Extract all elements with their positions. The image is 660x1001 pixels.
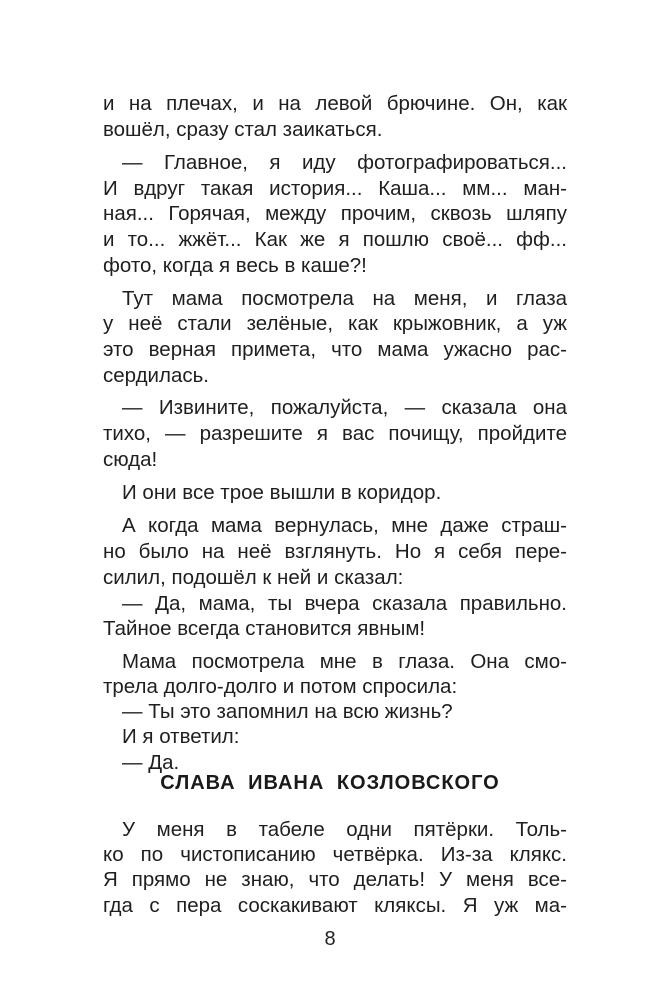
- text-line: Тут мама посмотрела на меня, и глаза: [122, 287, 567, 310]
- text-line: сюда!: [103, 448, 158, 471]
- text-line: — Да, мама, ты вчера сказала правильно.: [122, 592, 567, 615]
- text-line: трела долго-долго и потом спросила:: [103, 675, 458, 698]
- text-line: И вдруг такая история... Каша... мм... ман-: [103, 177, 567, 200]
- text-line: У меня в табеле одни пятёрки. Толь-: [122, 818, 567, 841]
- text-line: Я прямо не знаю, что делать! У меня все-: [103, 868, 567, 891]
- text-line: ко по чистописанию четвёрка. Из-за клякс.: [103, 843, 567, 866]
- text-line: гда с пера соскакивают кляксы. Я уж ма-: [103, 894, 567, 917]
- text-line: сердилась.: [103, 364, 209, 387]
- text-line: у неё стали зелёные, как крыжовник, а уж: [103, 312, 567, 335]
- text-line: Тайное всегда становится явным!: [103, 617, 426, 640]
- text-line: ная... Горячая, между прочим, сквозь шляпу: [103, 202, 567, 225]
- text-line: и то... жжёт... Как же я пошлю своё... фф...: [103, 228, 567, 251]
- text-line: — Ты это запомнил на всю жизнь?: [122, 700, 453, 723]
- text-line: Мама посмотрела мне в глаза. Она смо-: [122, 650, 567, 673]
- text-line: вошёл, сразу стал заикаться.: [103, 118, 383, 141]
- text-line: фото, когда я весь в каше?!: [103, 254, 367, 277]
- text-line: и на плечах, и на левой брючине. Он, как: [103, 92, 567, 115]
- text-line: это верная примета, что мама ужасно рас-: [103, 338, 567, 361]
- text-line: И я ответил:: [122, 725, 240, 748]
- page-number: 8: [324, 928, 336, 950]
- text-line: силил, подошёл к ней и сказал:: [103, 566, 404, 589]
- text-line: — Извините, пожалуйста, — сказала она: [122, 396, 567, 419]
- text-line: тихо, — разрешите я вас почищу, пройдите: [103, 422, 567, 445]
- text-line: И они все трое вышли в коридор.: [122, 481, 442, 504]
- text-line: — Да.: [122, 751, 180, 774]
- chapter-heading: СЛАВА ИВАНА КОЗЛОВСКОГО: [160, 772, 500, 794]
- text-line: А когда мама вернулась, мне даже страш-: [122, 514, 567, 537]
- text-line: — Главное, я иду фотографироваться...: [122, 151, 567, 174]
- text-line: но было на неё взглянуть. Но я себя пере-: [103, 540, 567, 563]
